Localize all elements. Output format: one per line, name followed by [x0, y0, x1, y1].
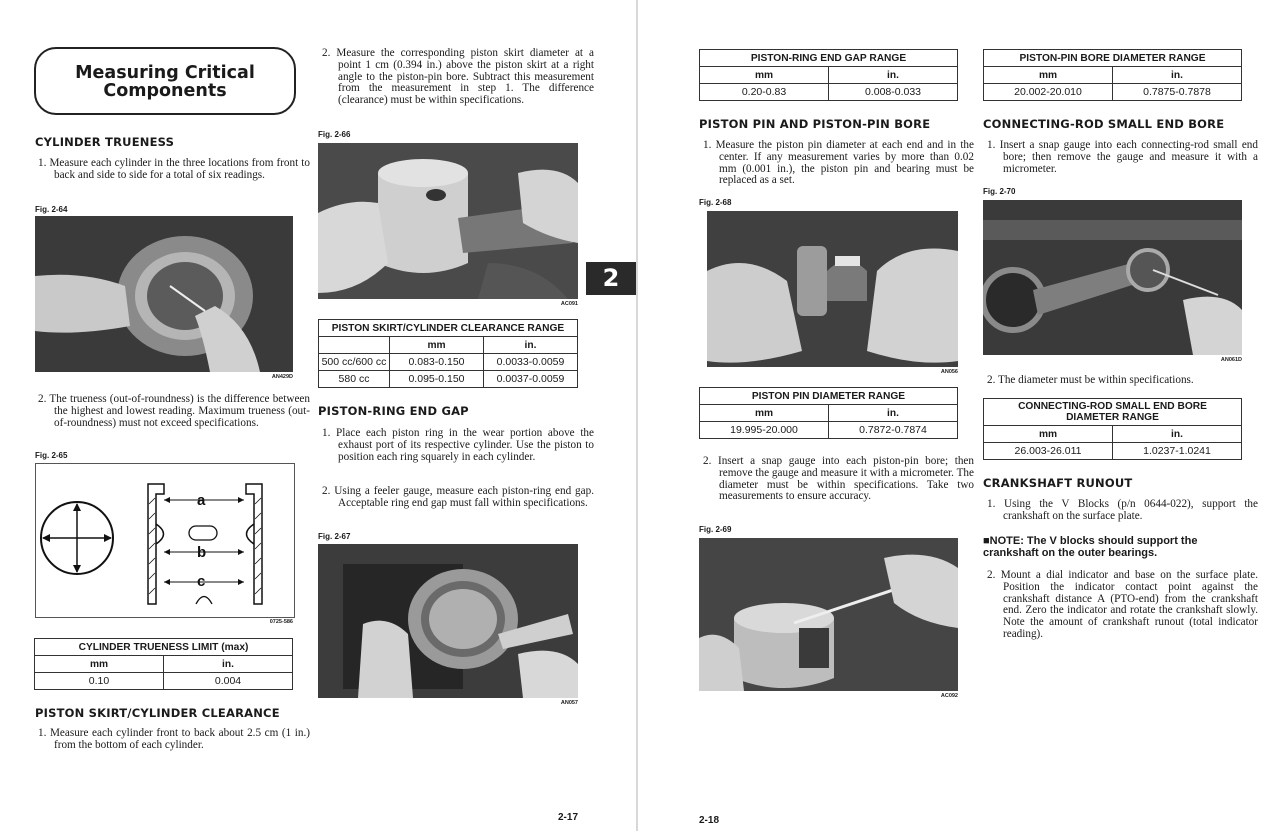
cylinder-trueness-table [34, 638, 293, 690]
skirt-clearance-table [318, 319, 578, 388]
fig-2-64-code: AN429D [271, 374, 293, 380]
row-mm: 0.083-0.150 [390, 354, 484, 371]
value-mm: 19.995-20.000 [700, 422, 829, 439]
fig-2-70-label: Fig. 2-70 [983, 187, 1016, 196]
label-c: c [197, 573, 206, 590]
col-mm: mm [984, 426, 1113, 443]
fig-2-66-label: Fig. 2-66 [318, 130, 351, 139]
row-label: 500 cc/600 cc [319, 354, 390, 371]
fig-2-68-code: AN056 [940, 369, 958, 375]
table-row [319, 371, 578, 388]
page-number-right: 2-18 [699, 815, 720, 826]
col-in: in. [164, 656, 293, 673]
fig-2-68-label: Fig. 2-68 [699, 198, 732, 207]
page-number-left: 2-17 [558, 812, 579, 823]
row-in: 0.0037-0.0059 [484, 371, 578, 388]
heading-piston-pin: PISTON PIN AND PISTON-PIN BORE [699, 117, 931, 131]
col-mm: mm [35, 656, 164, 673]
cylinder-trueness-diagram [35, 463, 295, 618]
gap-step-2: 2. Using a feeler gauge, measure each piston-ring end gap. Acceptable ring end gap must fall within specifications. [322, 485, 594, 509]
value-in: 0.008-0.033 [829, 84, 958, 101]
small-end-step-2: 2. The diameter must be within specifications. [987, 374, 1194, 386]
col-in: in. [1113, 426, 1242, 443]
label-a: a [197, 492, 206, 509]
note-v-blocks: ■NOTE: The V blocks should support the crankshaft on the outer bearings. [983, 535, 1198, 559]
col-mm: mm [390, 337, 484, 354]
col-in: in. [1113, 67, 1242, 84]
trueness-step-1: 1. Measure each cylinder in the three locations from front to back and side to side for a total of six readings. [38, 157, 310, 181]
small-end-step-1: 1. Insert a snap gauge into each connecting-rod small end bore; then remove the gauge and measure it with a micrometer. [987, 139, 1258, 175]
clearance-step-1: 1. Measure each cylinder front to back about 2.5 cm (1 in.) from the bottom of each cylinder. [38, 727, 310, 751]
table-title: PISTON-RING END GAP RANGE [700, 50, 958, 67]
right-page [638, 0, 1280, 831]
value-mm: 0.20-0.83 [700, 84, 829, 101]
fig-2-64-label: Fig. 2-64 [35, 205, 68, 214]
photo-piston-pin [707, 211, 958, 367]
pin-step-2: 2. Insert a snap gauge into each piston-pin bore; then remove the gauge and measure it with a micrometer. The diameter must be within specifications. Take two measurements to ensure accuracy. [703, 455, 974, 503]
row-label: 580 cc [319, 371, 390, 388]
left-page [0, 0, 636, 831]
col-in: in. [829, 67, 958, 84]
heading-skirt-clearance: PISTON SKIRT/CYLINDER CLEARANCE [35, 706, 280, 720]
clearance-step-2: 2. Measure the corresponding piston skirt diameter at a point 1 cm (0.394 in.) above the piston skirt at a right angle to the piston-pin bore. Subtract this measurement from the measurement in step 1. The difference (clearance) must be within specifications. [322, 47, 594, 107]
section-title: Measuring Critical Components [75, 63, 255, 101]
table-title: PISTON SKIRT/CYLINDER CLEARANCE RANGE [319, 320, 578, 337]
diagram-svg [36, 464, 294, 617]
fig-2-69-label: Fig. 2-69 [699, 525, 732, 534]
value-mm: 20.002-20.010 [984, 84, 1113, 101]
small-end-table [983, 398, 1242, 460]
chapter-tab: 2 [586, 262, 636, 295]
col-in: in. [484, 337, 578, 354]
col-mm: mm [984, 67, 1113, 84]
row-in: 0.0033-0.0059 [484, 354, 578, 371]
pin-step-1: 1. Measure the piston pin diameter at each end and in the center. If any measurement varies by more than 0.02 mm (0.001 in.), the piston pin and bearing must be replaced as a set. [703, 139, 974, 187]
value-in: 0.7872-0.7874 [829, 422, 958, 439]
col-mm: mm [700, 405, 829, 422]
fig-2-65-code: 0725-586 [269, 619, 293, 625]
fig-2-69-code: AC092 [940, 693, 958, 699]
runout-step-1: 1. Using the V Blocks (p/n 0644-022), support the crankshaft on the surface plate. [987, 498, 1258, 522]
value-mm: 0.10 [35, 673, 164, 690]
table-title: PISTON PIN DIAMETER RANGE [700, 388, 958, 405]
row-mm: 0.095-0.150 [390, 371, 484, 388]
table-row [319, 354, 578, 371]
photo-conrod-bore [983, 200, 1242, 355]
fig-2-70-code: AN061D [1220, 357, 1242, 363]
pin-bore-table [983, 49, 1242, 101]
photo-snap-gauge [699, 538, 958, 691]
heading-crankshaft-runout: CRANKSHAFT RUNOUT [983, 476, 1133, 490]
pin-diameter-table [699, 387, 958, 439]
section-title-box [34, 47, 296, 115]
value-mm: 26.003-26.011 [984, 443, 1113, 460]
label-b: b [197, 544, 207, 561]
fig-2-67-code: AN057 [560, 700, 578, 706]
table-title: CONNECTING-ROD SMALL END BORE DIAMETER RANGE [984, 399, 1242, 426]
heading-small-end-bore: CONNECTING-ROD SMALL END BORE [983, 117, 1225, 131]
heading-cylinder-trueness: CYLINDER TRUENESS [35, 135, 175, 149]
col-in: in. [829, 405, 958, 422]
heading-ring-end-gap: PISTON-RING END GAP [318, 404, 469, 418]
runout-step-2: 2. Mount a dial indicator and base on the surface plate. Position the indicator contact point against the crankshaft distance A (PTO-end) from the crankshaft end. Zero the indicator and rotate the crankshaft slowly. Note the amount of crankshaft runout (total indicator reading). [987, 569, 1258, 640]
gap-step-1: 1. Place each piston ring in the wear portion above the exhaust port of its respective cylinder. Use the piston to position each ring squarely in each cylinder. [322, 427, 594, 463]
trueness-step-2: 2. The trueness (out-of-roundness) is the difference between the highest and lowest reading. Maximum trueness (out-of-roundness) must not exceed specifications. [38, 393, 310, 429]
photo-cylinder-measure [35, 216, 293, 372]
ring-gap-table [699, 49, 958, 101]
fig-2-66-code: AC091 [560, 301, 578, 307]
value-in: 0.004 [164, 673, 293, 690]
fig-2-67-label: Fig. 2-67 [318, 532, 351, 541]
photo-feeler-gauge [318, 544, 578, 698]
col-mm: mm [700, 67, 829, 84]
photo-piston-skirt [318, 143, 578, 299]
value-in: 0.7875-0.7878 [1113, 84, 1242, 101]
table-title: PISTON-PIN BORE DIAMETER RANGE [984, 50, 1242, 67]
fig-2-65-label: Fig. 2-65 [35, 451, 68, 460]
table-title: CYLINDER TRUENESS LIMIT (max) [35, 639, 293, 656]
value-in: 1.0237-1.0241 [1113, 443, 1242, 460]
